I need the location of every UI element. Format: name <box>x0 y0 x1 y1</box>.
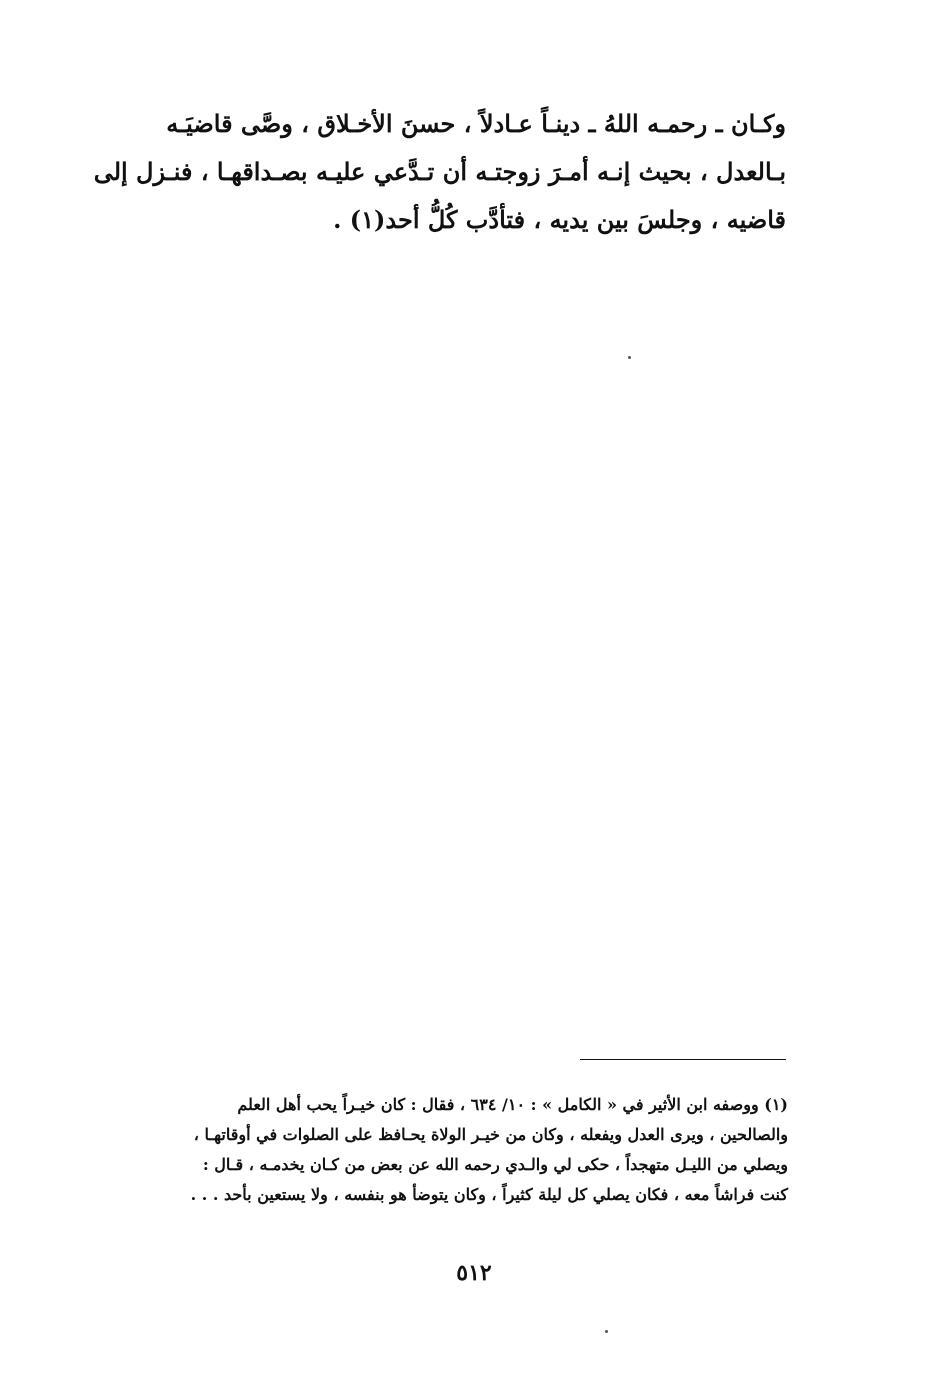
main-paragraph <box>93 100 786 244</box>
paragraph-line: بـالعدل ، بحيث إنـه أمـرَ زوجتـه أن تـدَّعي عليـه بصـداقهـا ، فنـزل إلى <box>93 157 786 186</box>
footnote-line: (١) ووصفه ابن الأثير في « الكامل » : ١٠/ ٦٣٤ ، فقال : كان خيـراً يحب أهل العلم <box>237 1095 788 1114</box>
paragraph-line: وكـان ـ رحمـه اللهُ ـ دينـاً عـادلاً ، حسنَ الأخـلاق ، وصَّى قاضيَـه <box>166 109 786 138</box>
footnote-line: ويصلي من الليـل متهجداً ، حكى لي والـدي رحمه الله عن بعض من كـان يخدمـه ، قـال : <box>202 1155 788 1174</box>
paragraph-line: قاضيه ، وجلسَ بين يديه ، فتأدَّب كُلُّ أحد(١) . <box>333 205 786 234</box>
footnote <box>116 1090 788 1210</box>
footnote-line: والصالحين ، ويرى العدل ويفعله ، وكان من خيـر الولاة يحـافظ على الصلوات في أوقاتهـا ، <box>193 1125 788 1144</box>
scan-speck <box>628 356 631 359</box>
page-number: ٥١٢ <box>456 1260 492 1286</box>
scan-speck <box>605 1330 608 1333</box>
footnote-separator <box>580 1059 786 1060</box>
footnote-line: كنت فراشاً معه ، فكان يصلي كل ليلة كثيراً ، وكان يتوضأ هو بنفسه ، ولا يستعين بأحد . . . <box>190 1185 788 1204</box>
